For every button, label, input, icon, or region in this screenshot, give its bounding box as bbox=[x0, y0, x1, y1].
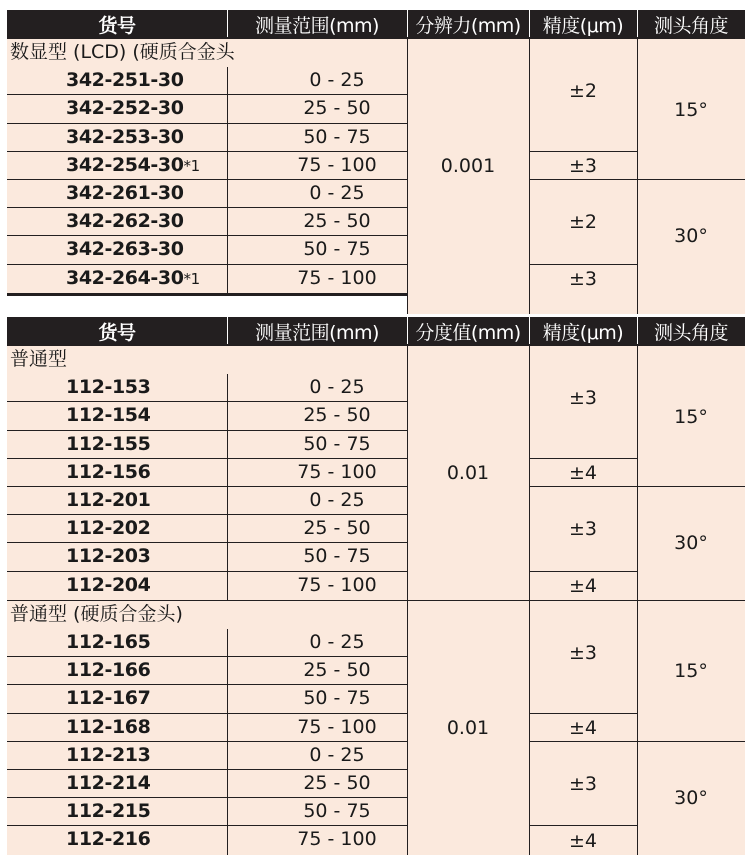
table2-group1-row-range: 75 - 100 bbox=[297, 460, 377, 483]
table1-row-range: 0 - 25 bbox=[309, 69, 365, 92]
model-number: 112-167 bbox=[66, 687, 151, 710]
table2-group2-angle-divider bbox=[637, 741, 745, 742]
table1-resolution-value: 0.001 bbox=[440, 154, 496, 177]
table2-group1-row-model bbox=[66, 373, 226, 401]
table1-row-range: 50 - 75 bbox=[303, 238, 371, 261]
model-number: 342-264-30 bbox=[66, 266, 184, 289]
model-number: 112-215 bbox=[66, 800, 151, 823]
table2-group2-row-model bbox=[66, 797, 226, 825]
table2-header-sep bbox=[637, 317, 638, 345]
table2-header-angle: 测头角度 bbox=[653, 321, 728, 344]
table2-group2-col-sep bbox=[227, 629, 228, 855]
model-number: 112-204 bbox=[66, 573, 151, 596]
table1-gap-sep bbox=[529, 293, 530, 314]
table1-gap-sep bbox=[637, 293, 638, 314]
model-number: 112-154 bbox=[66, 404, 151, 427]
table1-accuracy-value: ±3 bbox=[568, 267, 597, 290]
model-number: 112-203 bbox=[66, 545, 151, 568]
table2-group2-row-model bbox=[66, 769, 226, 797]
model-number: 342-262-30 bbox=[66, 210, 184, 233]
table2-group2-row-model bbox=[66, 628, 226, 656]
table1-row-range: 25 - 50 bbox=[303, 210, 371, 233]
table2-header-range: 测量范围(mm) bbox=[255, 321, 379, 344]
table1-row-model bbox=[66, 94, 226, 122]
model-number: 342-253-30 bbox=[66, 125, 184, 148]
table1-row-model bbox=[66, 179, 226, 207]
table2-group2-row-range: 50 - 75 bbox=[303, 800, 371, 823]
model-number: 112-214 bbox=[66, 772, 151, 794]
table2-group2-accuracy-divider bbox=[529, 741, 637, 742]
table2-group1-row-model bbox=[66, 571, 226, 599]
table2-group2-row-model bbox=[66, 741, 226, 769]
table1-row-model bbox=[66, 264, 226, 293]
table2-group2-row-model bbox=[66, 713, 226, 741]
table2-group2-row-model bbox=[66, 825, 226, 853]
model-number: 112-201 bbox=[66, 489, 151, 511]
table2-group2-angle-value: 30° bbox=[674, 787, 708, 810]
table1-row-range: 0 - 25 bbox=[309, 182, 365, 204]
table2-group1-angle-value: 30° bbox=[674, 532, 708, 555]
table2-group1-row-model bbox=[66, 486, 226, 514]
footnote-mark: *1 bbox=[183, 269, 200, 288]
table1-header-range: 测量范围(mm) bbox=[255, 14, 379, 37]
table2-group1-accuracy-value: ±4 bbox=[568, 461, 597, 484]
table1-row-model bbox=[66, 123, 226, 151]
table1-header-sep bbox=[227, 10, 228, 38]
table2-group1-group-title: 普通型 bbox=[10, 348, 68, 370]
table1-row-model bbox=[66, 151, 226, 180]
model-number: 342-251-30 bbox=[66, 69, 184, 92]
table2-group1-row-range: 25 - 50 bbox=[303, 517, 371, 540]
model-number: 112-166 bbox=[66, 659, 151, 682]
table1-group-title: 数显型 (LCD) (硬质合金头 bbox=[10, 41, 235, 63]
table2-group1-row-range: 0 - 25 bbox=[309, 376, 365, 399]
model-number: 342-263-30 bbox=[66, 238, 184, 261]
table1-header-sep bbox=[407, 10, 408, 38]
table2-header-sep bbox=[529, 317, 530, 345]
table1-row-range: 25 - 50 bbox=[303, 97, 371, 120]
model-number: 112-156 bbox=[66, 460, 151, 483]
table2-group2-col-sep bbox=[637, 601, 638, 855]
table1-row-range: 50 - 75 bbox=[303, 125, 371, 148]
table2-group1-col-sep bbox=[227, 374, 228, 600]
table2-group1-angle-value: 15° bbox=[674, 405, 708, 428]
table2-group2-accuracy-value: ±3 bbox=[568, 642, 597, 665]
table1-angle-value: 30° bbox=[674, 225, 708, 248]
table2-group1-row-model bbox=[66, 542, 226, 570]
model-number: 342-252-30 bbox=[66, 97, 184, 120]
table1-row-model bbox=[66, 235, 226, 263]
table1-header-model: 货号 bbox=[98, 14, 136, 37]
table2-group2-row-range: 50 - 75 bbox=[303, 687, 371, 710]
table2-group1-row-range: 50 - 75 bbox=[303, 545, 371, 568]
model-number: 342-254-30 bbox=[66, 153, 184, 176]
table2-group2-group-title: 普通型 (硬质合金头) bbox=[10, 602, 183, 625]
table2-group1-row-range: 0 - 25 bbox=[309, 489, 365, 511]
table2-header-sep bbox=[227, 317, 228, 345]
table2-group1-row-range: 50 - 75 bbox=[303, 432, 371, 455]
table2-header-model: 货号 bbox=[98, 321, 136, 344]
table1-col-sep bbox=[637, 39, 638, 293]
table1-angle-divider bbox=[637, 179, 745, 180]
model-number: 342-261-30 bbox=[66, 182, 184, 204]
table2-group1-col-sep bbox=[637, 346, 638, 600]
table2-group1-row-model bbox=[66, 430, 226, 458]
table1-gap-sep bbox=[407, 293, 408, 314]
table2-group1-row-range: 75 - 100 bbox=[297, 573, 377, 596]
table1-header-resolution: 分辨力(mm) bbox=[415, 14, 521, 37]
footnote-mark: *1 bbox=[183, 156, 200, 175]
table2-group1-accuracy-value: ±3 bbox=[568, 387, 597, 410]
table1-header-angle: 测头角度 bbox=[653, 14, 728, 37]
table2-group2-angle-value: 15° bbox=[674, 660, 708, 683]
table2-group2-accuracy-value: ±3 bbox=[568, 773, 597, 796]
model-number: 112-165 bbox=[66, 631, 151, 653]
table2-group2-row-range: 0 - 25 bbox=[309, 631, 365, 653]
model-number: 112-153 bbox=[66, 376, 151, 399]
table1-angle-value: 15° bbox=[674, 98, 708, 121]
table2-group1-accuracy-value: ±4 bbox=[568, 574, 597, 597]
table1-accuracy-value: ±3 bbox=[568, 154, 597, 177]
table2-header-resolution: 分度值(mm) bbox=[415, 321, 521, 344]
table1-header-sep bbox=[637, 10, 638, 38]
table2-group1-accuracy-divider bbox=[529, 486, 637, 487]
table1-row-model bbox=[66, 66, 226, 94]
table2-group2-row-range: 75 - 100 bbox=[297, 828, 377, 851]
table2-group1-resolution-value: 0.01 bbox=[446, 461, 490, 484]
table2-group2-row-range: 75 - 100 bbox=[297, 715, 377, 738]
model-number: 112-202 bbox=[66, 517, 151, 540]
table1-col-sep bbox=[227, 67, 228, 293]
model-number: 112-216 bbox=[66, 828, 151, 851]
table1-accuracy-value: ±2 bbox=[568, 211, 597, 234]
table1-gap-bg bbox=[407, 293, 745, 314]
table2-group2-row-model bbox=[66, 656, 226, 684]
table2-group2-row-range: 25 - 50 bbox=[303, 772, 371, 794]
table2-group1-row-model bbox=[66, 458, 226, 486]
table2-group1-angle-divider bbox=[637, 486, 745, 487]
table2-group2-row-range: 25 - 50 bbox=[303, 659, 371, 682]
table1-accuracy-divider bbox=[529, 179, 637, 180]
table2-group1-row-model bbox=[66, 401, 226, 429]
model-number: 112-213 bbox=[66, 743, 151, 766]
table1-row-range: 75 - 100 bbox=[297, 153, 377, 176]
table2-header-accuracy: 精度(μm) bbox=[542, 321, 624, 344]
table1-row-range: 75 - 100 bbox=[297, 266, 377, 289]
table1-header-sep bbox=[529, 10, 530, 38]
table2-group2-accuracy-value: ±4 bbox=[568, 716, 597, 739]
table1-accuracy-value: ±2 bbox=[568, 80, 597, 103]
model-number: 112-168 bbox=[66, 715, 151, 738]
table2-group2-row-model bbox=[66, 684, 226, 712]
table2-group2-row-range: 0 - 25 bbox=[309, 743, 365, 766]
model-number: 112-155 bbox=[66, 432, 151, 455]
table1-header-accuracy: 精度(μm) bbox=[542, 14, 624, 37]
table2-group1-row-model bbox=[66, 514, 226, 542]
table2-group1-accuracy-value: ±3 bbox=[568, 518, 597, 541]
table2-header-sep bbox=[407, 317, 408, 345]
table2-group2-resolution-value: 0.01 bbox=[446, 716, 490, 739]
table1-row-model bbox=[66, 207, 226, 235]
table2-group2-accuracy-value: ±4 bbox=[568, 829, 597, 852]
table2-group1-row-range: 25 - 50 bbox=[303, 404, 371, 427]
